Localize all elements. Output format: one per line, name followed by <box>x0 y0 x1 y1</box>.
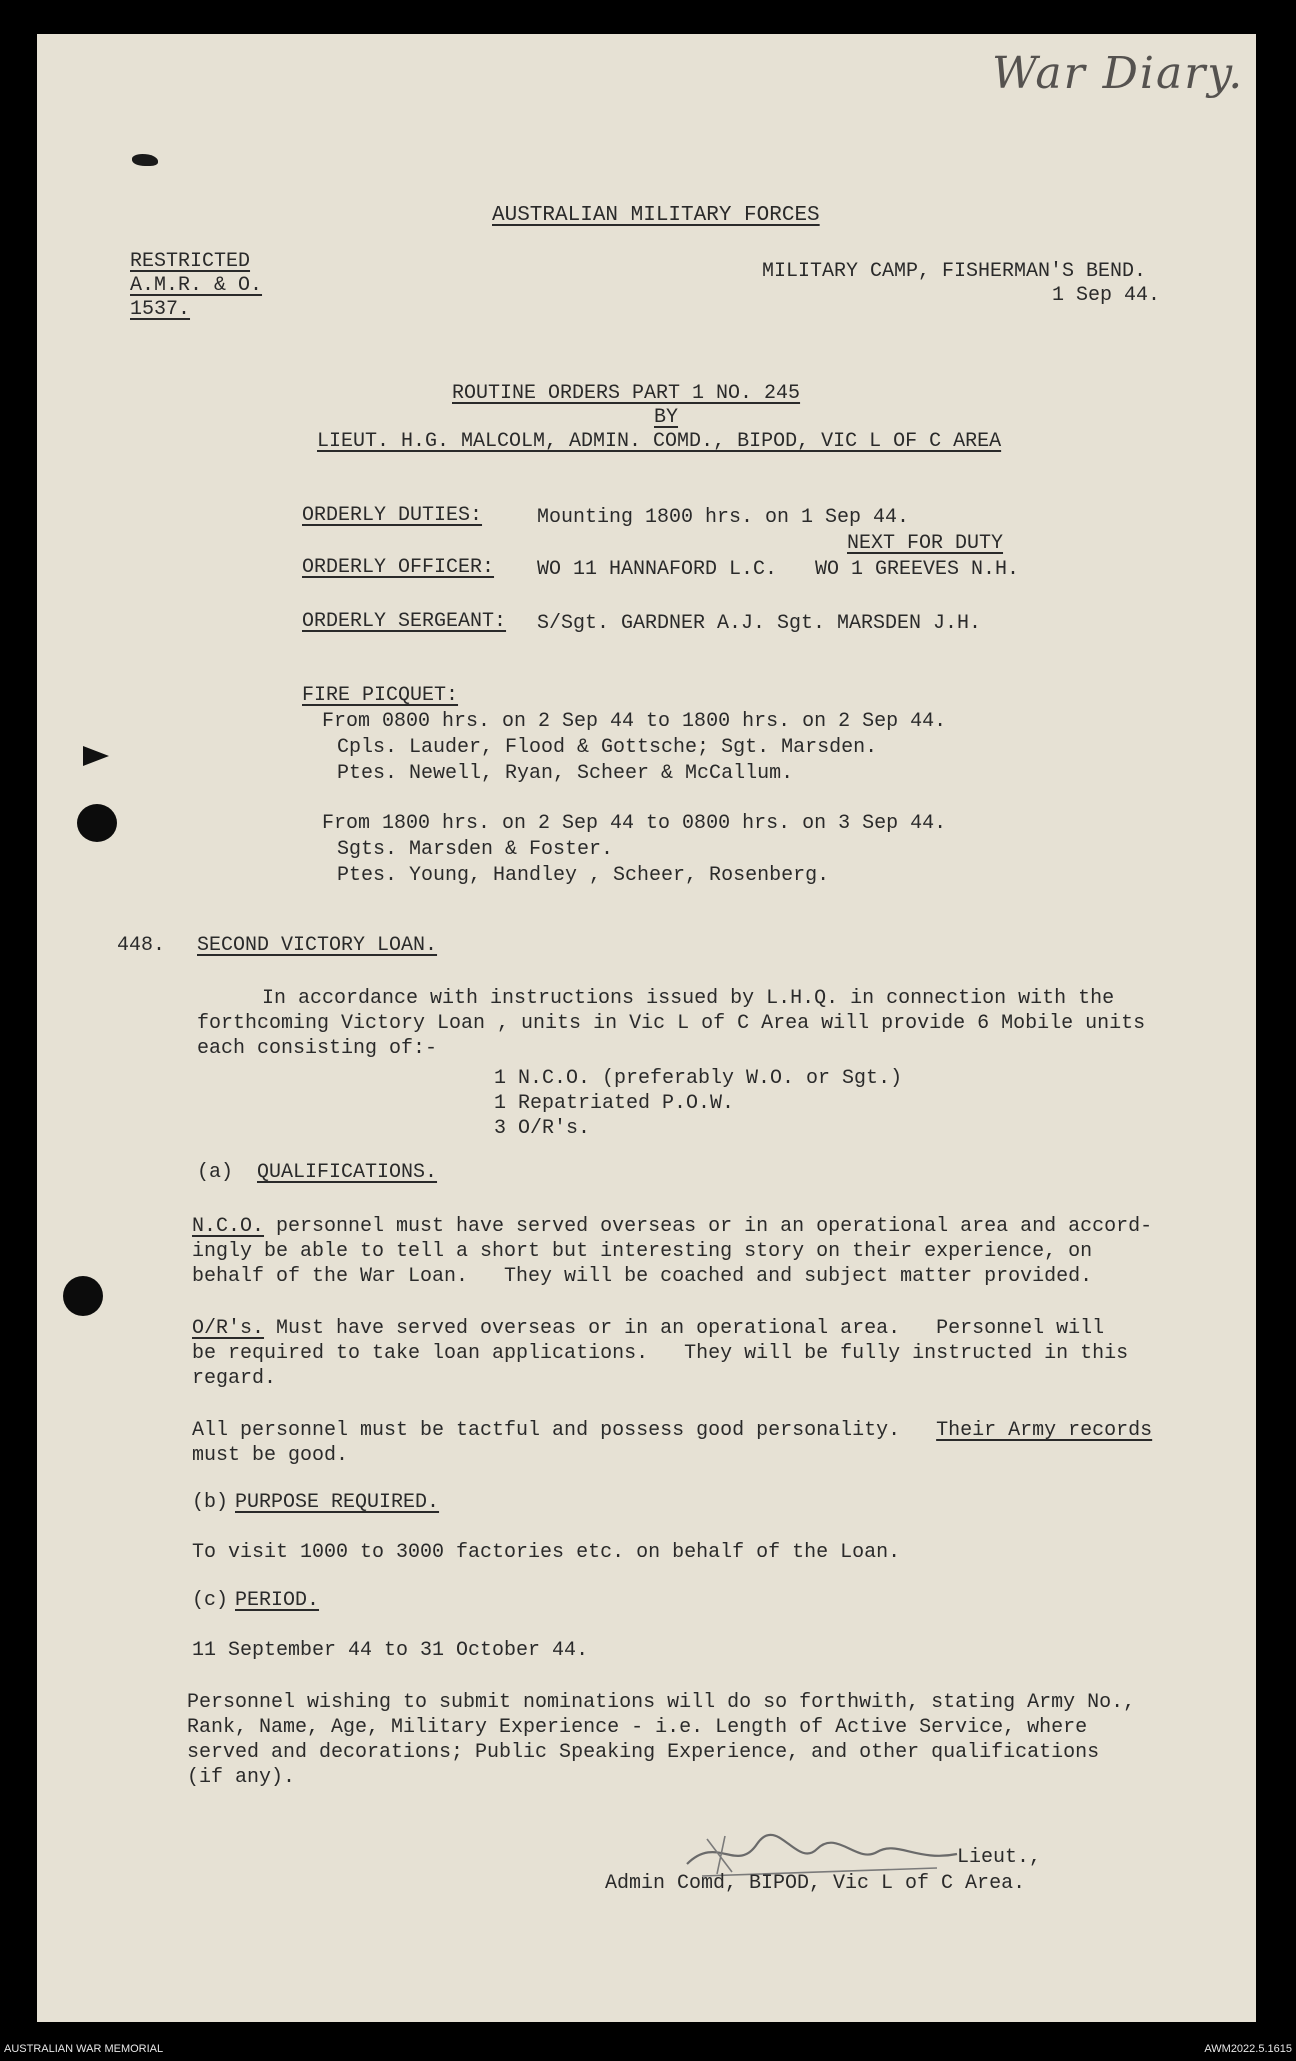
document-heading: AUSTRALIAN MILITARY FORCES <box>492 204 820 227</box>
orderly-officer-value: WO 11 HANNAFORD L.C. <box>537 558 778 581</box>
body-line: ingly be able to tell a short but interesting story on their experience, on <box>192 1240 1093 1263</box>
restricted-label: RESTRICTED <box>130 250 251 273</box>
orderly-sergeant-value: S/Sgt. GARDNER A.J. <box>537 612 766 635</box>
subsection-label: (c) <box>192 1589 229 1612</box>
body-line: 11 September 44 to 31 October 44. <box>192 1639 589 1662</box>
reference-code: A.M.R. & O. <box>130 274 263 297</box>
body-line: each consisting of:- <box>197 1037 438 1060</box>
subsection-label: (b) <box>192 1491 229 1514</box>
picquet-line: From 1800 hrs. on 2 Sep 44 to 0800 hrs. on 3 Sep 44. <box>322 812 947 835</box>
subsection-title: PURPOSE REQUIRED. <box>235 1491 440 1514</box>
personality-text: All personnel must be tactful and possess good personality. <box>192 1419 937 1442</box>
list-item: 1 Repatriated P.O.W. <box>494 1092 735 1115</box>
punch-hole <box>63 1276 103 1316</box>
orders-authority: LIEUT. H.G. MALCOLM, ADMIN. COMD., BIPOD, VIC L OF C AREA <box>317 430 1002 453</box>
picquet-line: Sgts. Marsden & Foster. <box>337 838 614 861</box>
orderly-duties-label: ORDERLY DUTIES: <box>302 504 483 527</box>
signatory-appointment: Admin Comd, BIPOD, Vic L of C Area. <box>605 1872 1026 1895</box>
reference-number: 1537. <box>130 298 191 321</box>
or-label: O/R's. <box>192 1317 265 1340</box>
document-page <box>37 34 1256 2022</box>
nco-text: personnel must have served overseas or in an operational area and accord- <box>264 1215 1153 1238</box>
orderly-duties-value: Mounting 1800 hrs. on 1 Sep 44. <box>537 506 910 529</box>
body-line: Rank, Name, Age, Military Experience - i.e. Length of Active Service, where <box>187 1716 1088 1739</box>
orderly-sergeant-label: ORDERLY SERGEANT: <box>302 610 507 633</box>
footer-accession: AWM2022.5.1615 <box>1204 2043 1292 2055</box>
punch-hole <box>77 804 117 842</box>
body-line <box>192 1418 1152 1443</box>
body-line: forthcoming Victory Loan , units in Vic L of C Area will provide 6 Mobile units <box>197 1012 1146 1035</box>
body-line <box>192 1214 1152 1239</box>
signatory-rank: Lieut., <box>957 1846 1042 1869</box>
document-date: 1 Sep 44. <box>1052 284 1161 307</box>
or-text: Must have served overseas or in an operational area. Personnel will <box>264 1317 1105 1340</box>
staple-mark <box>132 154 158 166</box>
orderly-officer-label: ORDERLY OFFICER: <box>302 556 495 579</box>
orderly-sergeant-next: Sgt. MARSDEN J.H. <box>777 612 982 635</box>
body-line: To visit 1000 to 3000 factories etc. on behalf of the Loan. <box>192 1541 901 1564</box>
body-line <box>192 1316 1104 1341</box>
footer-source: AUSTRALIAN WAR MEMORIAL <box>4 2043 164 2055</box>
subsection-label: (a) <box>197 1161 234 1184</box>
subsection-title: PERIOD. <box>235 1589 320 1612</box>
location-line: MILITARY CAMP, FISHERMAN'S BEND. <box>762 260 1147 283</box>
section-number: 448. <box>117 934 166 957</box>
next-for-duty-label: NEXT FOR DUTY <box>847 532 1004 555</box>
body-line: must be good. <box>192 1444 349 1467</box>
picquet-line: Ptes. Young, Handley , Scheer, Rosenberg. <box>337 864 830 887</box>
picquet-line: From 0800 hrs. on 2 Sep 44 to 1800 hrs. on 2 Sep 44. <box>322 710 947 733</box>
body-line: behalf of the War Loan. They will be coached and subject matter provided. <box>192 1265 1093 1288</box>
body-line: In accordance with instructions issued by L.H.Q. in connection with the <box>262 987 1115 1010</box>
body-line: regard. <box>192 1367 277 1390</box>
body-line: (if any). <box>187 1766 296 1789</box>
fire-picquet-label: FIRE PICQUET: <box>302 684 459 707</box>
army-records-text: Their Army records <box>936 1419 1153 1442</box>
body-line: served and decorations; Public Speaking Experience, and other qualifications <box>187 1741 1100 1764</box>
nco-label: N.C.O. <box>192 1215 265 1238</box>
orders-by: BY <box>654 406 679 429</box>
handwritten-annotation: War Diary. <box>992 48 1245 99</box>
list-item: 1 N.C.O. (preferably W.O. or Sgt.) <box>494 1067 903 1090</box>
list-item: 3 O/R's. <box>494 1117 591 1140</box>
subsection-title: QUALIFICATIONS. <box>257 1161 438 1184</box>
picquet-line: Cpls. Lauder, Flood & Gottsche; Sgt. Marsden. <box>337 736 878 759</box>
body-line: Personnel wishing to submit nominations will do so forthwith, stating Army No., <box>187 1691 1136 1714</box>
orders-title: ROUTINE ORDERS PART 1 NO. 245 <box>452 382 801 405</box>
orderly-officer-next: WO 1 GREEVES N.H. <box>815 558 1020 581</box>
section-title: SECOND VICTORY LOAN. <box>197 934 438 957</box>
picquet-line: Ptes. Newell, Ryan, Scheer & McCallum. <box>337 762 794 785</box>
body-line: be required to take loan applications. They will be fully instructed in this <box>192 1342 1129 1365</box>
paper-clip-mark <box>83 746 109 766</box>
